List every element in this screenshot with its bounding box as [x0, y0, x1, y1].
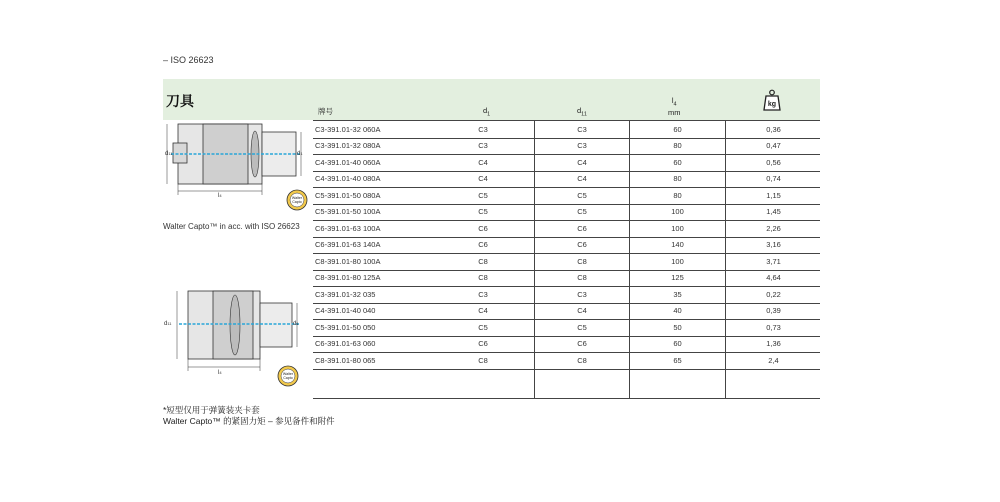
svg-text:Walter: Walter — [282, 372, 294, 376]
walter-capto-logo — [287, 190, 307, 210]
table-row — [313, 121, 820, 139]
table-row — [313, 319, 820, 337]
table-row — [313, 187, 820, 205]
cell-d11: C6 — [534, 336, 629, 353]
cell-designation: C5-391.01-50 100A — [315, 207, 381, 217]
cell-designation: C6-391.01-63 060 — [315, 339, 376, 349]
footnote-short-type: *短型仅用于弹簧装夹卡套 — [163, 405, 260, 415]
col-header-l4: $l_4$ mm — [668, 96, 681, 117]
cell-d11: C8 — [534, 352, 629, 369]
cell-designation: C6-391.01-63 140A — [315, 240, 381, 250]
cell-l4: 100 — [629, 220, 725, 237]
cell-weight: 1,15 — [725, 187, 821, 204]
table-row — [313, 303, 820, 321]
cell-designation: C4-391.01-40 080A — [315, 174, 381, 184]
svg-text:d11: d11 — [164, 321, 172, 327]
svg-text:d1: d1 — [293, 321, 299, 327]
cell-d11: C4 — [534, 154, 629, 171]
cell-d1: C3 — [478, 124, 488, 134]
table-row — [313, 138, 820, 156]
svg-text:d1: d1 — [297, 151, 303, 157]
table-row — [313, 336, 820, 354]
weight-kg-icon — [763, 89, 781, 111]
cell-l4: 60 — [629, 121, 725, 138]
cell-d11: C3 — [534, 138, 629, 155]
cell-l4: 40 — [629, 303, 725, 320]
table-row — [313, 220, 820, 238]
table-row — [313, 154, 820, 172]
footnote-torque: Walter Capto™ 的紧固力矩 – 参见备件和附件 — [163, 416, 335, 426]
cell-weight: 1,36 — [725, 336, 821, 353]
table-row — [313, 237, 820, 255]
cell-weight: 3,71 — [725, 253, 821, 270]
cell-d11: C3 — [534, 121, 629, 138]
cell-weight: 0,22 — [725, 286, 821, 303]
table-header-band — [163, 79, 820, 120]
cell-weight: 0,74 — [725, 171, 821, 188]
cell-d11: C5 — [534, 319, 629, 336]
svg-text:kg: kg — [767, 101, 777, 108]
tool-holder-long-diagram — [163, 121, 313, 211]
cell-d1: C5 — [478, 190, 488, 200]
cell-l4: 80 — [629, 138, 725, 155]
cell-l4: 60 — [629, 336, 725, 353]
trailing-col-divider — [629, 368, 630, 398]
col-header-d1: $d_1$ — [483, 106, 491, 118]
table-row — [313, 270, 820, 288]
cell-designation: C5-391.01-50 080A — [315, 190, 381, 200]
cell-l4: 50 — [629, 319, 725, 336]
cell-d1: C4 — [478, 174, 488, 184]
cell-d1: C6 — [478, 240, 488, 250]
cell-l4: 80 — [629, 171, 725, 188]
svg-text:l4: l4 — [218, 370, 222, 376]
cell-d1: C3 — [478, 141, 488, 151]
cell-designation: C8-391.01-80 100A — [315, 256, 381, 266]
cell-designation: C5-391.01-50 050 — [315, 322, 376, 332]
cell-d11: C4 — [534, 171, 629, 188]
cell-l4: 65 — [629, 352, 725, 369]
cell-designation: C3-391.01-32 060A — [315, 124, 381, 134]
cell-weight: 0,39 — [725, 303, 821, 320]
cell-weight: 2,26 — [725, 220, 821, 237]
cell-d1: C5 — [478, 207, 488, 217]
cell-l4: 125 — [629, 270, 725, 287]
cell-designation: C4-391.01-40 040 — [315, 306, 376, 316]
col-header-d11: $d_{11}$ — [577, 106, 587, 118]
cell-d11: C8 — [534, 253, 629, 270]
cell-weight: 3,16 — [725, 237, 821, 254]
cell-designation: C3-391.01-32 080A — [315, 141, 381, 151]
trailing-col-divider — [534, 368, 535, 398]
cell-l4: 35 — [629, 286, 725, 303]
cell-d11: C4 — [534, 303, 629, 320]
cell-designation: C3-391.01-32 035 — [315, 289, 376, 299]
col-header-designation: 牌号 — [318, 107, 333, 116]
table-row — [313, 352, 820, 370]
cell-d11: C6 — [534, 220, 629, 237]
cell-weight: 0,36 — [725, 121, 821, 138]
cell-d1: C6 — [478, 339, 488, 349]
cell-designation: C4-391.01-40 060A — [315, 157, 381, 167]
cell-d1: C6 — [478, 223, 488, 233]
cell-d1: C5 — [478, 322, 488, 332]
cell-l4: 60 — [629, 154, 725, 171]
cell-l4: 100 — [629, 204, 725, 221]
cell-weight: 4,64 — [725, 270, 821, 287]
cell-d1: C4 — [478, 157, 488, 167]
cell-d11: C5 — [534, 204, 629, 221]
svg-text:Walter: Walter — [291, 196, 303, 200]
cell-weight: 1,45 — [725, 204, 821, 221]
cell-designation: C8-391.01-80 065 — [315, 355, 376, 365]
svg-text:Capto: Capto — [292, 200, 302, 204]
cell-d11: C5 — [534, 187, 629, 204]
diagram-caption: Walter Capto™ in acc. with ISO 26623 — [163, 222, 300, 231]
cell-d1: C8 — [478, 273, 488, 283]
table-row — [313, 204, 820, 222]
cell-d1: C4 — [478, 306, 488, 316]
cell-d11: C6 — [534, 237, 629, 254]
cell-l4: 100 — [629, 253, 725, 270]
cell-weight: 0,47 — [725, 138, 821, 155]
cell-designation: C6-391.01-63 100A — [315, 223, 381, 233]
section-title: 刀具 — [166, 93, 194, 109]
cell-weight: 2,4 — [725, 352, 821, 369]
cell-l4: 80 — [629, 187, 725, 204]
svg-text:d11: d11 — [165, 151, 173, 157]
cell-l4: 140 — [629, 237, 725, 254]
standard-label: – ISO 26623 — [163, 55, 214, 65]
cell-d11: C3 — [534, 286, 629, 303]
cell-weight: 0,56 — [725, 154, 821, 171]
tool-holder-short-diagram — [163, 287, 313, 387]
table-row — [313, 253, 820, 271]
svg-text:Capto: Capto — [283, 376, 293, 380]
cell-d1: C8 — [478, 355, 488, 365]
table-row — [313, 171, 820, 189]
svg-text:l4: l4 — [218, 193, 222, 199]
cell-designation: C8-391.01-80 125A — [315, 273, 381, 283]
walter-capto-logo — [278, 366, 298, 386]
trailing-col-divider — [725, 368, 726, 398]
cell-d1: C8 — [478, 256, 488, 266]
table-row — [313, 286, 820, 304]
table-bottom-rule — [313, 398, 820, 399]
cell-d11: C8 — [534, 270, 629, 287]
cell-d1: C3 — [478, 289, 488, 299]
cell-weight: 0,73 — [725, 319, 821, 336]
